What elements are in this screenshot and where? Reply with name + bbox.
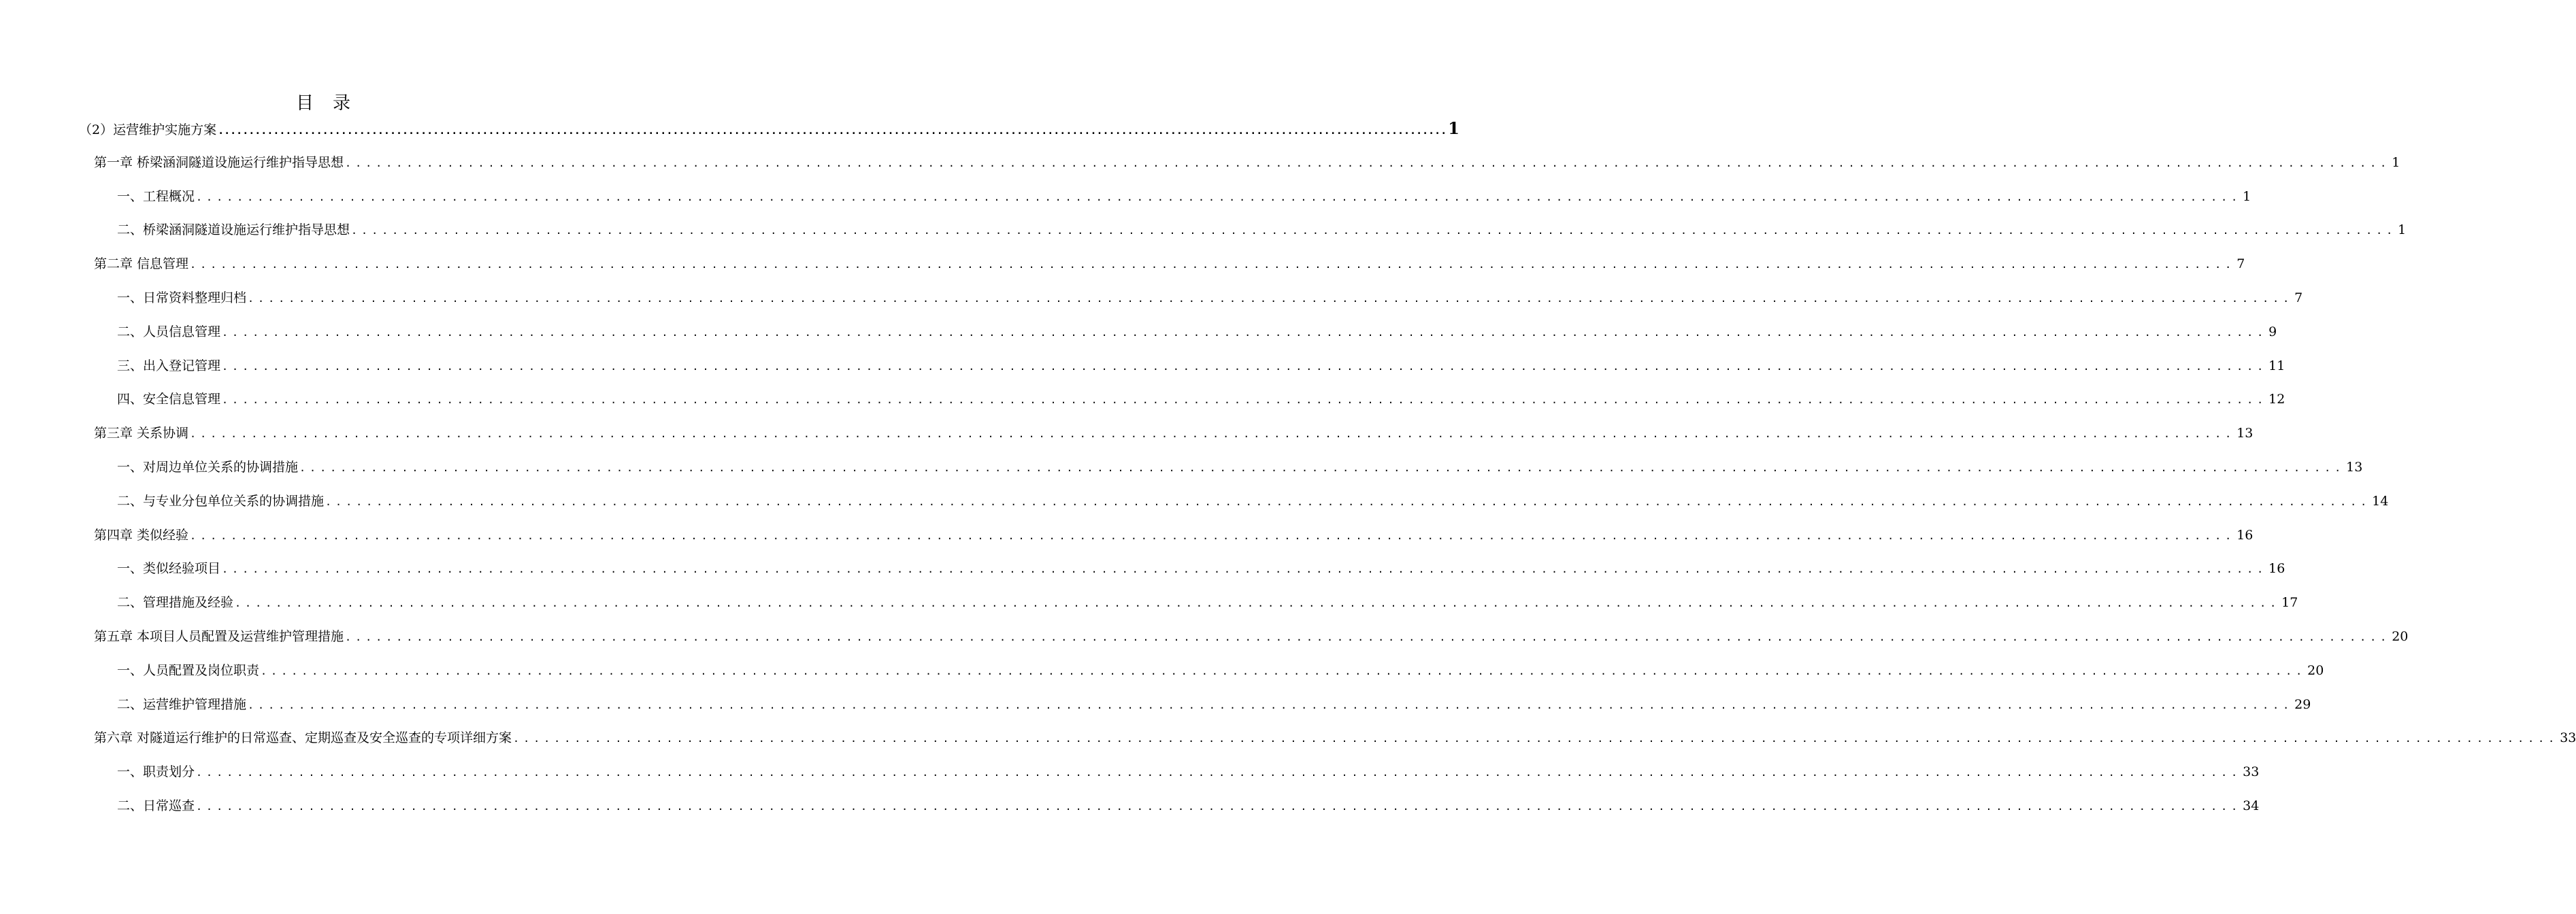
toc-entry-title: 第一章 桥梁涵洞隧道设施运行维护指导思想 [94,154,344,170]
toc-entry[interactable] [79,118,1459,139]
toc-entry[interactable] [117,322,2277,342]
toc-dot-leader: ........................................................................................................................................................................................................ [235,597,2281,610]
toc-entry[interactable] [117,796,2260,816]
toc-entry-title: 二、运营维护管理措施 [117,696,247,712]
toc-dot-leader: ........................................................................................................................................................................................................ [222,563,2268,576]
toc-entry-page-number: 16 [2236,527,2253,543]
toc-entry[interactable] [117,558,2285,579]
toc-dot-leader: ........................................................................................................................................................................................................ [261,664,2307,677]
toc-entry-title: 第五章 本项目人员配置及运营维护管理措施 [94,629,344,644]
toc-dot-leader: ........................................................................................................................................................................................................ [196,800,2242,813]
toc-entry[interactable] [94,152,2400,173]
toc-entry-page-number: 12 [2268,392,2285,407]
toc-entry-page-number: 9 [2268,324,2277,339]
toc-entry-page-number: 14 [2372,493,2389,509]
toc-dot-leader: ........................................................................................................................................................................................................ [351,224,2397,237]
toc-entry-title: 第四章 类似经验 [94,527,189,543]
toc-dot-leader: ........................................................................................................................................................................................................ [190,428,2236,441]
toc-dot-leader: ........................................................................................................................................................................................................ [196,190,2242,203]
toc-dot-leader: ........................................................................................................................................................................................................ [345,156,2391,169]
toc-entry[interactable] [94,728,2576,748]
toc-entry-page-number: 20 [2392,629,2409,644]
toc-dot-leader: ........................................................................................................................................................................................................ [345,631,2391,643]
toc-entry[interactable] [94,254,2245,274]
toc-entry-page-number: 1 [1448,118,1459,138]
toc-entry-page-number: 1 [2392,154,2400,170]
toc-dot-leader: ........................................................................................................................................................................................................ [222,394,2268,407]
toc-entry-title: （2）运营维护实施方案 [79,122,217,137]
toc-entry-page-number: 1 [2243,188,2251,204]
toc-entry-page-number: 16 [2268,561,2285,577]
toc-entry-title: 一、人员配置及岗位职责 [117,662,260,678]
toc-entry-title: 一、对周边单位关系的协调措施 [117,460,299,475]
toc-entry[interactable] [117,457,2363,477]
toc-entry-title: 三、出入登记管理 [117,358,221,373]
toc-entry-page-number: 17 [2281,595,2298,611]
toc-entry-page-number: 13 [2236,426,2253,441]
toc-entry[interactable] [117,660,2324,681]
toc-entry-title: 一、工程概况 [117,188,195,204]
toc-entry-page-number: 13 [2346,460,2363,475]
toc-entry-title: 二、日常巡查 [117,798,195,813]
toc-entry-title: 二、与专业分包单位关系的协调措施 [117,493,325,509]
toc-entry-page-number: 7 [2294,290,2303,305]
toc-entry-title: 一、日常资料整理归档 [117,290,247,305]
toc-title: 目录 [295,93,369,114]
toc-entry[interactable] [94,525,2253,545]
toc-entry-page-number: 11 [2268,358,2285,373]
toc-dot-leader: ........................................................................................................................................................................................................ [190,529,2236,542]
toc-entry-title: 第三章 关系协调 [94,426,189,441]
toc-entry[interactable] [117,288,2303,308]
toc-entry-page-number: 34 [2243,798,2260,813]
toc-entry-title: 二、管理措施及经验 [117,595,234,611]
toc-entry[interactable] [117,356,2285,376]
toc-entry-page-number: 20 [2307,662,2324,678]
toc-entry[interactable] [117,491,2389,511]
toc-entry[interactable] [117,389,2285,409]
toc-entry-title: 四、安全信息管理 [117,392,221,407]
toc-dot-leader: ........................................................................................................................................................................................................ [196,766,2242,779]
toc-entry-page-number: 33 [2560,730,2576,746]
toc-entry-page-number: 7 [2236,256,2245,272]
toc-entry[interactable] [94,423,2253,443]
toc-dot-leader: ........................................................................................................................................................................................................ [190,258,2236,271]
toc-entry[interactable] [117,694,2311,715]
toc-dot-leader: ........................................................................................................................................................................................................ [325,495,2371,508]
toc-dot-leader: ........................................................................................................................................................................................................ [248,292,2294,305]
toc-dot-leader: ........................................................................................................................................................................................................ [299,462,2345,474]
toc-entry-title: 一、类似经验项目 [117,561,221,577]
toc-entry-page-number: 1 [2398,222,2407,238]
toc-entry-title: 二、桥梁涵洞隧道设施运行维护指导思想 [117,222,350,238]
toc-entry[interactable] [94,626,2409,647]
toc-entry[interactable] [117,592,2298,613]
toc-entry[interactable] [117,186,2251,207]
toc-dot-leader: ........................................................................................................................................................................................................ [218,124,1447,137]
toc-dot-leader: ........................................................................................................................................................................................................ [222,360,2268,373]
toc-entry-title: 第六章 对隧道运行维护的日常巡查、定期巡查及安全巡查的专项详细方案 [94,730,512,746]
toc-entry-title: 一、职责划分 [117,764,195,780]
toc-dot-leader: ........................................................................................................................................................................................................ [248,698,2294,711]
toc-dot-leader: ........................................................................................................................................................................................................ [222,326,2268,339]
toc-entry-title: 第二章 信息管理 [94,256,189,272]
toc-entry-page-number: 33 [2243,764,2260,780]
toc-entry-title: 二、人员信息管理 [117,324,221,339]
toc-dot-leader: ........................................................................................................................................................................................................ [513,732,2559,745]
toc-entry[interactable] [117,762,2260,782]
toc-entry-page-number: 29 [2294,696,2311,712]
toc-entry[interactable] [117,220,2407,240]
